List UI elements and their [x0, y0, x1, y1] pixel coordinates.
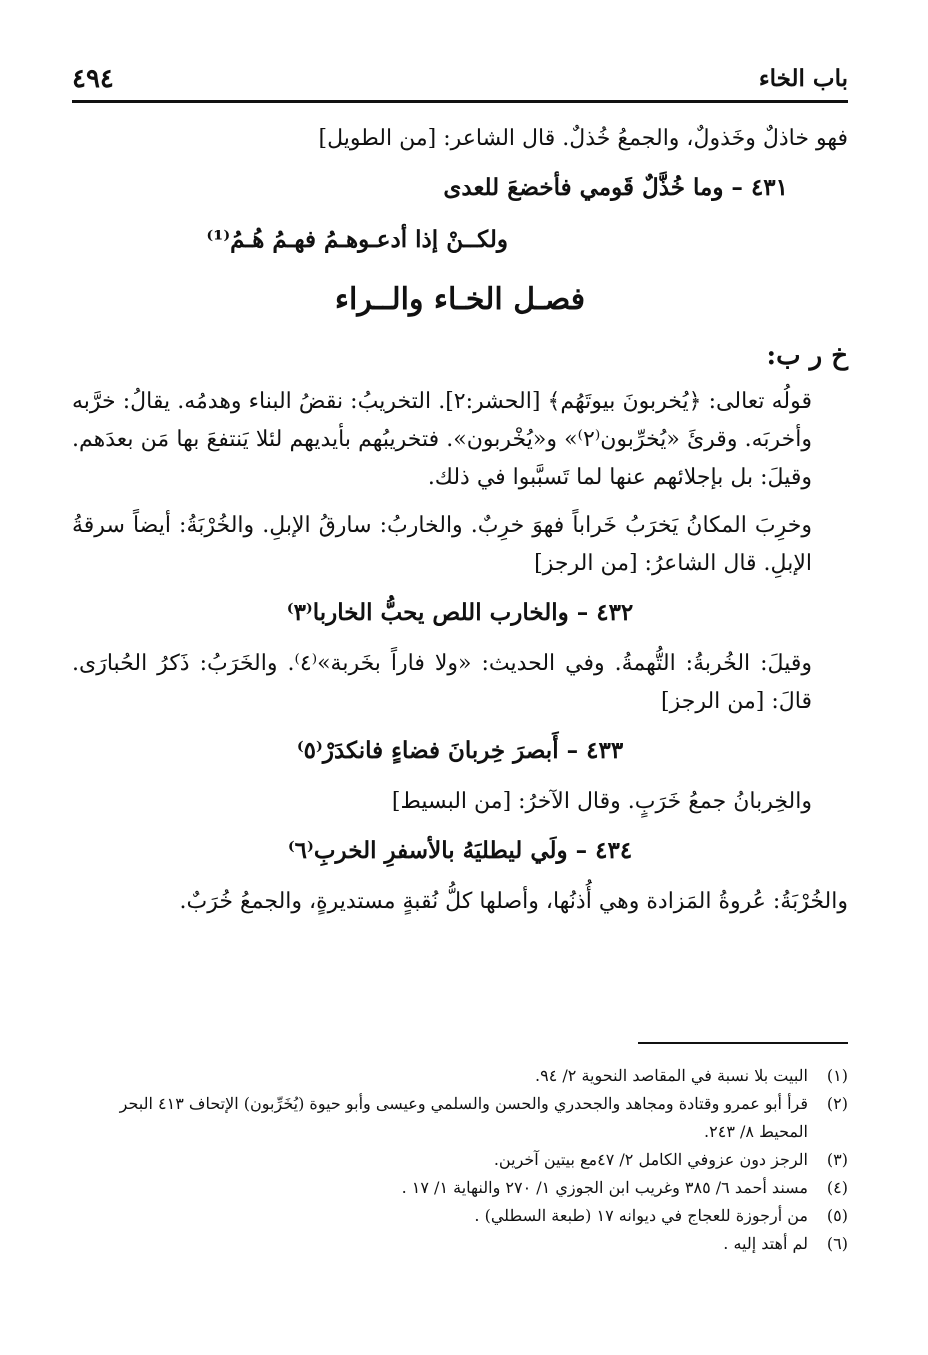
- paragraph-intro: فهو خاذلٌ وخَذولٌ، والجمعُ خُذلٌ. قال الشاعر: [من الطويل]: [318, 126, 848, 151]
- footnote-separator: [638, 1042, 848, 1044]
- page-header: [72, 52, 848, 103]
- footnote-number: (٣): [826, 1150, 848, 1169]
- section-title: فصـل الخـاء والــراء: [334, 282, 586, 317]
- main-text: [72, 120, 848, 931]
- footnote: [72, 1230, 848, 1258]
- footnote-number: (٦): [826, 1234, 848, 1253]
- entry-headword: خ ر ب:: [766, 341, 848, 371]
- footnote-text: البيت بلا نسبة في المقاصد النحوية ٢/ ٩٤.: [535, 1066, 808, 1085]
- footnote-number: (٢): [826, 1094, 848, 1113]
- footnote: [72, 1202, 848, 1230]
- verse-433: ٤٣٣ – أَبصرَ خِربانَ فضاءٍ فانكدَرْ⁽٥⁾: [296, 737, 624, 764]
- footnote-number: (٤): [826, 1178, 848, 1197]
- paragraph-mazada: والخُرْبَةُ: عُروةُ المَزادة وهي أُذنُها، وأصلها كلُّ نُقبةٍ مستديرةٍ، والجمعُ خُرَبٌ.: [179, 889, 848, 914]
- paragraph-takhrib: قولُه تعالى: ﴿يُخربونَ بيوتَهُم﴾ [الحشر:٢]. التخريبُ: نقضُ البناء وهدمُه. يقالُ: خرَّبه وأخربَه. وقرئَ «يُخرِّبون⁽٢⁾» و«يُخْربون». فتخريبُهم بأيديهم لئلا يَنتفعَ بها مَن بعدَهم. وقيلَ: بل بإجلائهم عنها لما تَسبَّبوا في ذلك.: [72, 389, 812, 490]
- footnote-number: (٥): [826, 1206, 848, 1225]
- paragraph-khurba: وقيلَ: الخُربةُ: التُّهمةُ. وفي الحديث: «ولا فاراً بخَربة»⁽٤⁾. والخَرَبُ: ذَكرُ الحُبارَى. قالَ: [من الرجز]: [72, 651, 813, 714]
- paragraph-khirban: والخِربانُ جمعُ خَرَبٍ. وقال الآخرُ: [من البسيط]: [391, 789, 812, 814]
- footnote: [72, 1090, 848, 1146]
- verse-432: ٤٣٢ – والخارب اللص يحبُّ الخاربا⁽٣⁾: [286, 599, 634, 626]
- footnote: [72, 1062, 848, 1090]
- verse-431-second-hemistich: ولكــنْ إذا أدعـوهـمُ فهـمُ هُـمُ⁽¹⁾: [206, 226, 508, 253]
- footnote: [72, 1146, 848, 1174]
- footnote-text: من أرجوزة للعجاج في ديوانه ١٧ (طبعة السطلي) .: [474, 1206, 808, 1225]
- footnotes: [72, 1062, 848, 1258]
- chapter-title: باب الخاء: [758, 65, 848, 92]
- footnote-text: لم أهتد إليه .: [723, 1234, 808, 1253]
- page-number: ٤٩٤: [72, 64, 114, 94]
- verse-434: ٤٣٤ – ولَي ليطليَهُ بالأسفرِ الخربِ⁽٦⁾: [287, 837, 633, 864]
- footnote: [72, 1174, 848, 1202]
- footnote-text: مسند أحمد ٦/ ٣٨٥ وغريب ابن الجوزي ١/ ٢٧٠ والنهاية ١/ ١٧ .: [401, 1178, 808, 1197]
- footnote-text: الرجز دون عزوفي الكامل ٢/ ٤٧مع بيتين آخرين.: [493, 1150, 808, 1169]
- verse-431-first-hemistich: ٤٣١ – وما خُذَّلٌ قَومي فأخضعَ للعدى: [443, 174, 788, 201]
- footnote-number: (١): [826, 1066, 848, 1085]
- paragraph-kharib: وخرِبَ المكانُ يَخرَبُ خَراباً فهوَ خرِبٌ. والخاربُ: سارقُ الإبلِ. والخُرْبَةُ: أيضاً سرقةُ الإبلِ. قال الشاعرُ: [من الرجز]: [72, 513, 812, 576]
- footnote-text: قرأ أبو عمرو وقتادة ومجاهد والجحدري والحسن والسلمي وعيسى وأبو حيوة (يُخَرِّبون) الإتحاف ٤١٣ البحر المحيط ٨/ ٢٤٣.: [119, 1094, 808, 1141]
